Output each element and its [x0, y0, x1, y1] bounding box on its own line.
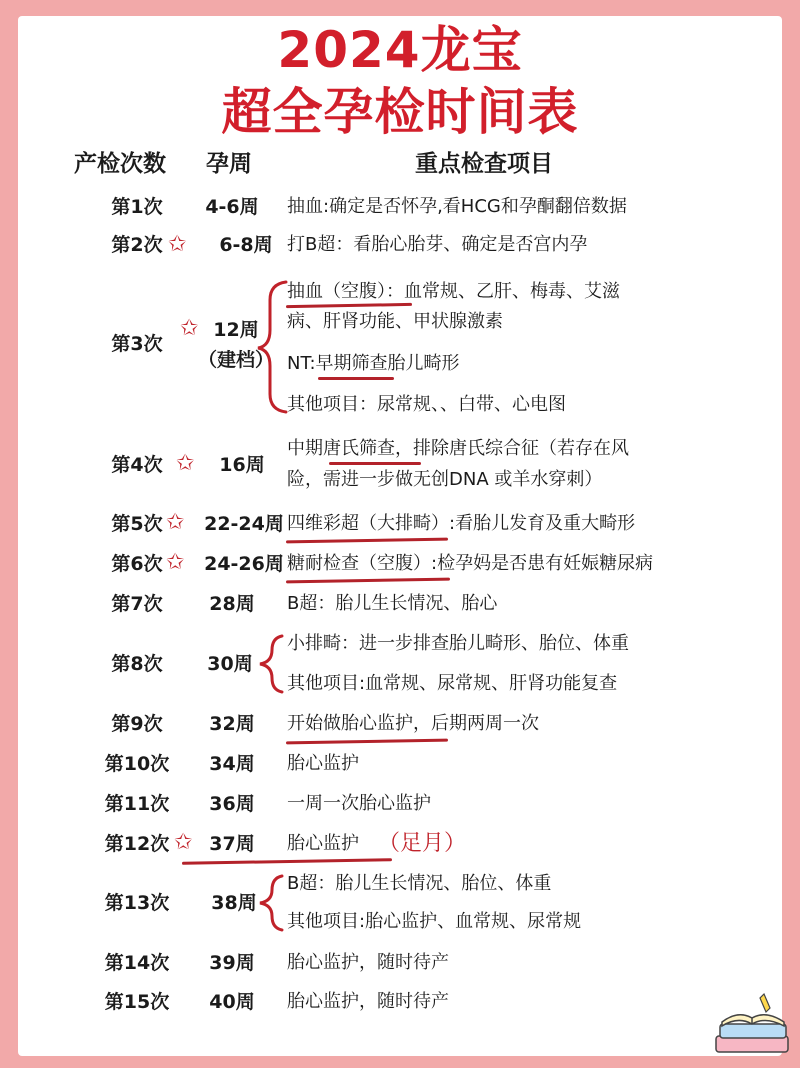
row-count: 第5次 — [111, 513, 163, 535]
row-week: 28周 — [209, 593, 255, 615]
row-item: 糖耐检查（空腹）:检孕妈是否患有妊娠糖尿病 — [287, 553, 654, 574]
row-week: 4-6周 — [205, 196, 259, 218]
row-count: 第4次 — [111, 454, 163, 476]
row-week: 34周 — [209, 753, 255, 775]
row-item: 小排畸：进一步排查胎儿畸形、胎位、体重 — [287, 633, 629, 654]
row-week-note: （建档） — [197, 349, 274, 371]
star-mark-icon: ✩ — [180, 316, 199, 341]
row-item: 其他项目：尿常规、、白带、心电图 — [287, 394, 566, 415]
row-item: 打B超：看胎心胎芽、确定是否宫内孕 — [287, 234, 588, 255]
row-week: 32周 — [209, 713, 255, 735]
row-item: 抽血:确定是否怀孕,看HCG和孕酮翻倍数据 — [287, 196, 627, 217]
row-count: 第13次 — [104, 892, 170, 914]
row-week: 39周 — [209, 952, 255, 974]
row-item: 其他项目:血常规、尿常规、肝肾功能复查 — [287, 673, 618, 694]
row-count: 第8次 — [111, 653, 163, 675]
row-week: 38周 — [211, 892, 257, 914]
header-items: 重点检查项目 — [415, 151, 553, 177]
row-item: 险，需进一步做无创DNA 或羊水穿刺） — [287, 469, 603, 490]
star-mark-icon: ✩ — [176, 451, 195, 476]
row-count: 第10次 — [104, 753, 170, 775]
row-count: 第1次 — [111, 196, 163, 218]
star-mark-icon: ✩ — [174, 830, 193, 855]
row-count: 第14次 — [104, 952, 170, 974]
row-count: 第6次 — [111, 553, 163, 575]
row-item: 病、肝肾功能、甲状腺激素 — [287, 311, 503, 332]
row-count: 第12次 — [104, 833, 170, 855]
header-count: 产检次数 — [74, 151, 166, 177]
row-count: 第2次 — [111, 234, 163, 256]
row-week: 36周 — [209, 793, 255, 815]
row-week: 16周 — [219, 454, 265, 476]
row-week: 37周 — [209, 833, 255, 855]
row-week: 12周 — [213, 319, 259, 341]
row-item: 胎心监护，随时待产 — [287, 952, 449, 973]
page-title-line1: 2024龙宝 — [277, 21, 523, 79]
row-item: 胎心监护，随时待产 — [287, 991, 449, 1012]
row-item: 开始做胎心监护，后期两周一次 — [287, 713, 539, 734]
row-item: B超：胎儿生长情况、胎心 — [287, 593, 498, 614]
row-item: 胎心监护 — [287, 753, 359, 774]
star-mark-icon: ✩ — [166, 550, 185, 575]
row-week: 22-24周 — [204, 513, 284, 535]
row-item: NT:早期筛查胎儿畸形 — [287, 353, 460, 374]
row-count: 第9次 — [111, 713, 163, 735]
row-item: 中期唐氏筛查，排除唐氏综合征（若存在风 — [287, 438, 629, 459]
row-count: 第7次 — [111, 593, 163, 615]
star-mark-icon: ✩ — [168, 232, 187, 257]
row-count: 第3次 — [111, 333, 163, 355]
row-count: 第15次 — [104, 991, 170, 1013]
books-icon — [708, 988, 794, 1060]
row-item: B超：胎儿生长情况、胎位、体重 — [287, 873, 552, 894]
star-mark-icon: ✩ — [166, 510, 185, 535]
full-term-note: （足月） — [378, 831, 467, 856]
row-item: 胎心监护 — [287, 833, 359, 854]
row-item: 抽血（空腹）：血常规、乙肝、梅毒、艾滋 — [287, 281, 620, 302]
row-week: 24-26周 — [204, 553, 284, 575]
row-week: 6-8周 — [219, 234, 273, 256]
row-week: 40周 — [209, 991, 255, 1013]
header-week: 孕周 — [206, 151, 252, 177]
row-count: 第11次 — [104, 793, 170, 815]
row-item: 一周一次胎心监护 — [287, 793, 431, 814]
page-title-line2: 超全孕检时间表 — [221, 83, 579, 141]
row-item: 四维彩超（大排畸）:看胎儿发育及重大畸形 — [287, 513, 636, 534]
row-item: 其他项目:胎心监护、血常规、尿常规 — [287, 911, 582, 932]
row-week: 30周 — [207, 653, 253, 675]
